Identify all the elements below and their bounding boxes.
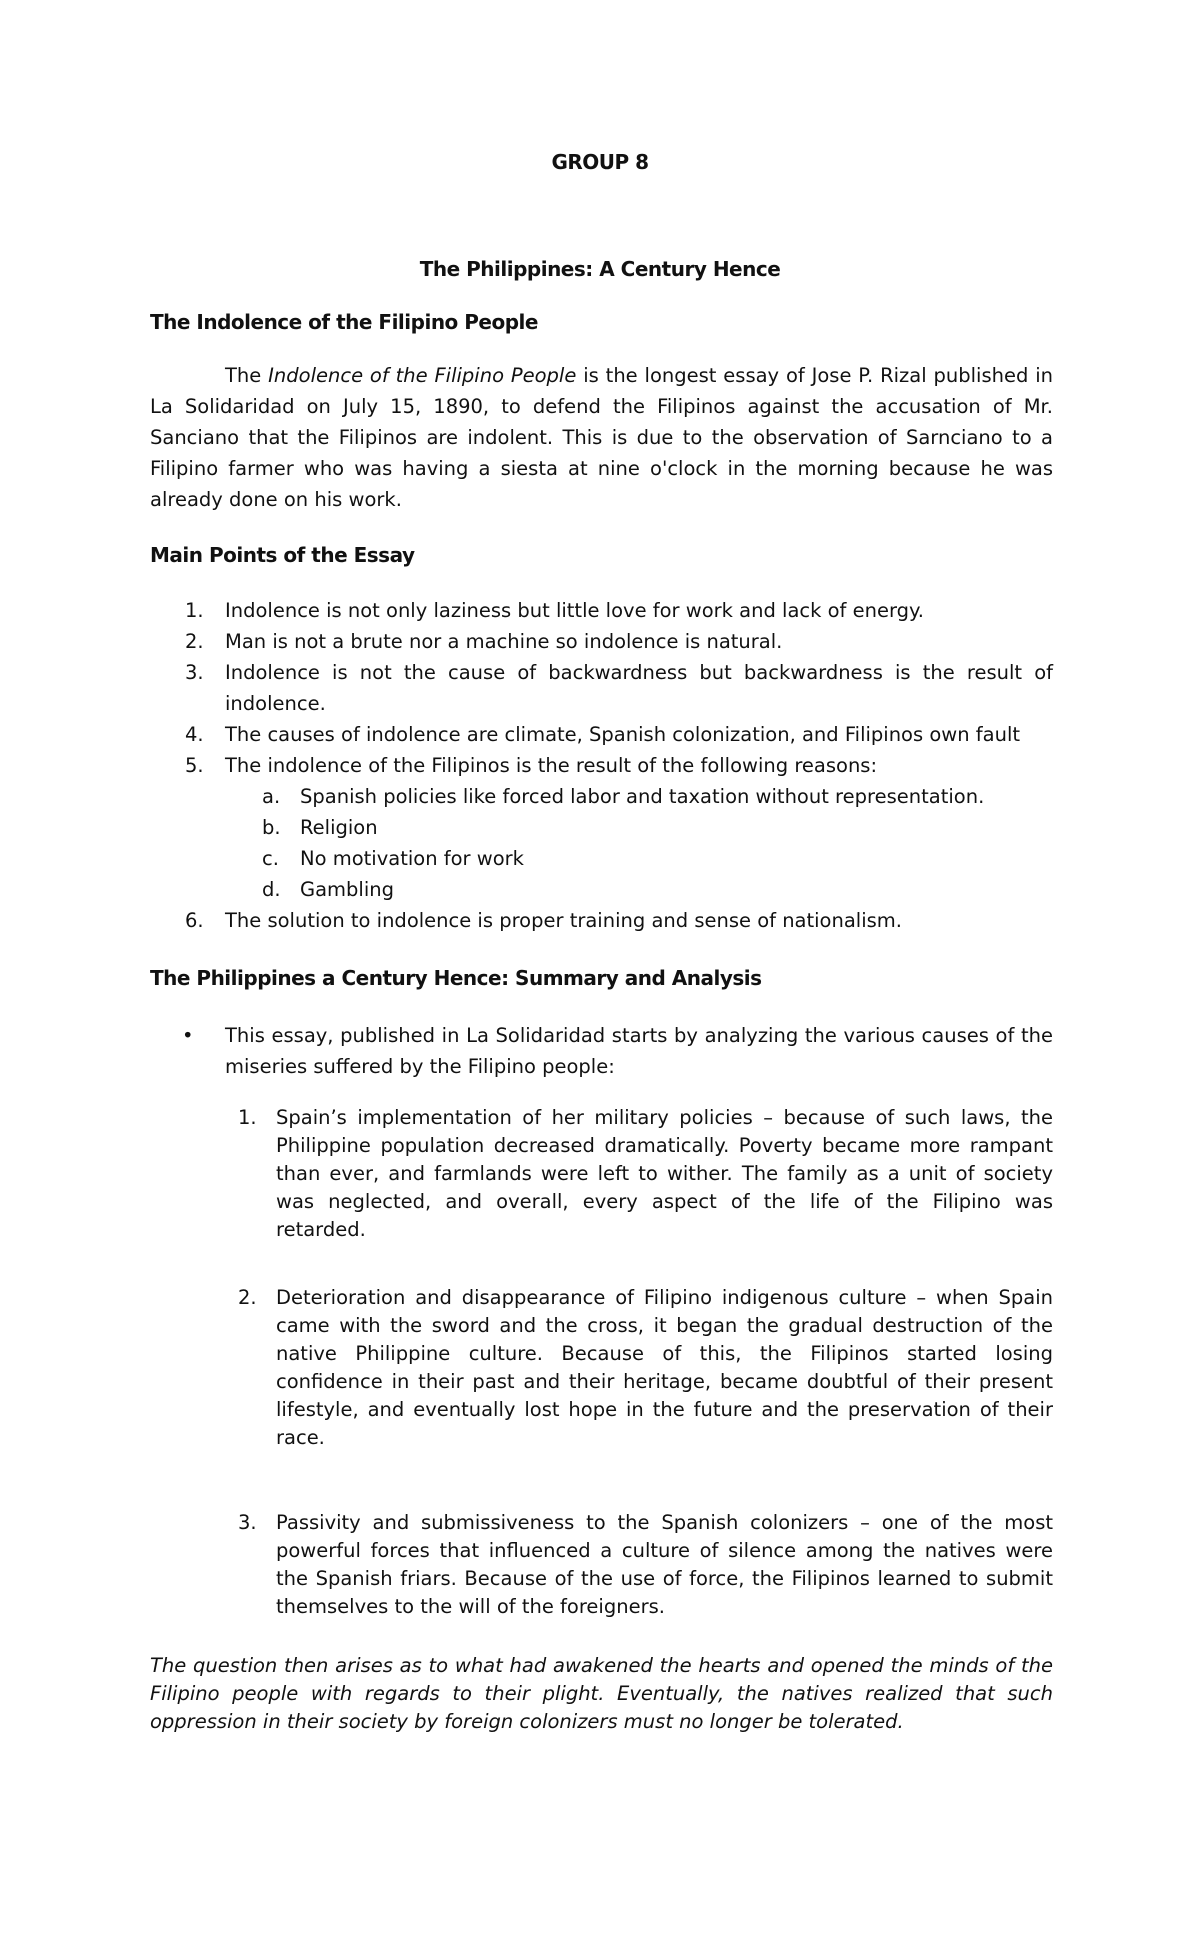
list-marker: 4. — [185, 723, 204, 746]
list-item-text: Man is not a brute nor a machine so indolence is natural. — [225, 630, 783, 653]
main-points-list — [150, 595, 1053, 936]
list-item-text: The indolence of the Filipinos is the result of the following reasons: — [225, 754, 878, 777]
list-item — [150, 595, 1053, 626]
list-marker: 5. — [185, 754, 204, 777]
essay-title: Indolence of the Filipino People — [268, 364, 577, 387]
list-item-text: Deterioration and disappearance of Filipino indigenous culture – when Spain came with the sword and the cross, it began the gradual destruction of the native Philippine culture. Because of this, the Filipinos started losing confidence in their past and their heritage, became doubtful of their present lifestyle, and eventually lost hope in the future and the preservation of their race. — [276, 1286, 1053, 1449]
page-title: The Philippines: A Century Hence — [419, 257, 781, 281]
list-item — [225, 843, 1053, 874]
list-item-text: Religion — [300, 816, 378, 839]
list-item — [150, 657, 1053, 719]
intro-rest: is the longest essay of Jose P. Rizal published in La Solidaridad on July 15, 1890, to defend the Filipinos against the accusation of Mr. Sanciano that the Filipinos are indolent. This is due to the observation of Sarnciano to a Filipino farmer who was having a siesta at nine o'clock in the morning because he was already done on his work. — [150, 364, 1054, 511]
section-heading-indolence: The Indolence of the Filipino People — [150, 310, 538, 334]
cause-item — [150, 1284, 1053, 1452]
list-marker: 2. — [238, 1286, 257, 1309]
list-marker: 1. — [185, 599, 204, 622]
list-item — [225, 812, 1053, 843]
list-item-text: Spain’s implementation of her military policies – because of such laws, the Philippine population decreased dramatically. Poverty became more rampant than ever, and farmlands were left to wither. The family as a unit of society was neglected, and overall, every aspect of the life of the Filipino was retarded. — [276, 1106, 1053, 1241]
group-label: GROUP 8 — [551, 150, 649, 174]
list-marker: b. — [262, 816, 281, 839]
list-item — [225, 874, 1053, 905]
list-item-text: Indolence is not the cause of backwardness but backwardness is the result of indolence. — [225, 661, 1053, 715]
list-marker: 6. — [185, 909, 204, 932]
cause-item — [150, 1509, 1053, 1621]
list-item — [150, 626, 1053, 657]
list-marker: a. — [262, 785, 281, 808]
list-item-text: Gambling — [300, 878, 395, 901]
list-marker: 1. — [238, 1106, 257, 1129]
reasons-list — [225, 781, 1053, 905]
list-marker: d. — [262, 878, 281, 901]
list-item — [150, 905, 1053, 936]
summary-bullet — [150, 1020, 1053, 1082]
section-heading-summary: The Philippines a Century Hence: Summary and Analysis — [150, 966, 762, 990]
list-item-text: Passivity and submissiveness to the Spanish colonizers – one of the most powerful forces that influenced a culture of silence among the natives were the Spanish friars. Because of the use of force, the Filipinos learned to submit themselves to the will of the foreigners. — [276, 1511, 1053, 1618]
cause-item — [150, 1104, 1053, 1244]
list-item-text: The solution to indolence is proper training and sense of nationalism. — [225, 909, 902, 932]
bullet-icon: • — [182, 1024, 194, 1047]
list-item — [150, 719, 1053, 750]
intro-paragraph — [150, 360, 1053, 515]
section-heading-main-points: Main Points of the Essay — [150, 543, 415, 567]
list-marker: 2. — [185, 630, 204, 653]
list-marker: 3. — [185, 661, 204, 684]
list-item-text: The causes of indolence are climate, Spanish colonization, and Filipinos own fault — [225, 723, 1021, 746]
list-item-text: No motivation for work — [300, 847, 524, 870]
closing-paragraph: The question then arises as to what had awakened the hearts and opened the minds of the Filipino people with regards to their plight. Eventually, the natives realized that such oppression in their society by foreign colonizers must no longer be tolerated. — [150, 1654, 1053, 1733]
list-marker: c. — [262, 847, 279, 870]
list-item-text: This essay, published in La Solidaridad starts by analyzing the various causes of the miseries suffered by the Filipino people: — [225, 1024, 1053, 1078]
list-item-text: Indolence is not only laziness but little love for work and lack of energy. — [225, 599, 924, 622]
list-item-text: Spanish policies like forced labor and taxation without representation. — [300, 785, 985, 808]
list-item — [150, 1020, 1053, 1082]
list-item — [150, 750, 1053, 905]
list-marker: 3. — [238, 1511, 257, 1534]
list-item — [225, 781, 1053, 812]
intro-lead: The — [225, 364, 262, 387]
